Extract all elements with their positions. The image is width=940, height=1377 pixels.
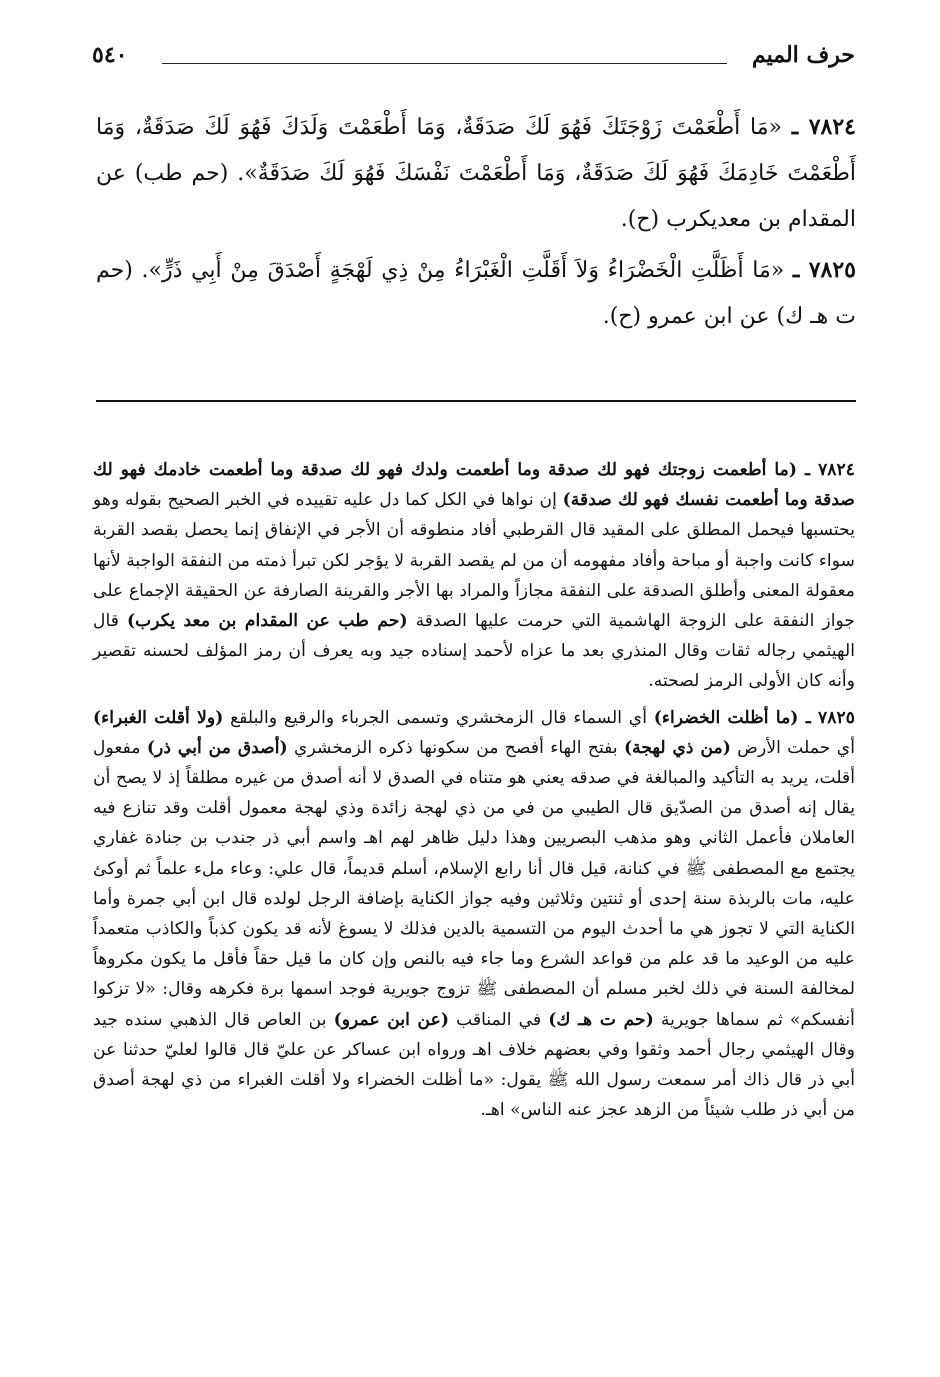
- hadith-entry: [96, 104, 856, 243]
- commentary-lead: ٧٨٢٤ ـ (ما أطعمت زوجتك فهو لك صدقة وما أطعمت ولدك فهو لك صدقة وما أطعمت خادمك فهو لك صدقة وما أطعمت نفسك فهو لك صدقة): [93, 460, 856, 511]
- hadith-body: «مَا أَظَلَّتِ الْخَضْرَاءُ وَلاَ أَقَلَّتِ الْغَبْرَاءُ مِنْ ذِي لَهْجَةٍ أَصْدَقَ مِنْ أَبِي ذَرٍّ». (حم ت هـ ك) عن ابن عمرو (ح).: [96, 258, 856, 329]
- page-header: [92, 38, 855, 78]
- hadith-body: «مَا أَطْعَمْتَ زَوْجَتَكَ فَهُوَ لَكَ صَدَقَةٌ، وَمَا أَطْعَمْتَ وَلَدَكَ فَهُوَ لَكَ صَدَقَةٌ، وَمَا أَطْعَمْتَ خَادِمَكَ فَهُوَ لَكَ صَدَقَةٌ، وَمَا أَطْعَمْتَ نَفْسَكَ فَهُوَ لَكَ صَدَقَةٌ». (حم طب) عن المقدام بن معديكرب (ح).: [96, 115, 856, 232]
- hadith-text-section: [96, 104, 856, 344]
- commentary-text: أي حملت الأرض: [730, 737, 855, 758]
- commentary-citation: (عن ابن عمرو): [333, 1009, 450, 1030]
- commentary-text: بفتح الهاء أفصح من سكونها ذكره الزمخشري: [287, 737, 624, 758]
- commentary-text: أي السماء قال الزمخشري وتسمى الجرباء والرقيع والبلقع: [223, 707, 654, 728]
- commentary-section: [93, 455, 855, 1131]
- commentary-citation: (حم ت هـ ك): [548, 1009, 654, 1030]
- commentary-text: مفعول أقلت، يريد به التأكيد والمبالغة في صدقه يعني هو متناه في الصدق لا أنه أصدق من غيره مطلقاً إذ لا يصح أن يقال إنه أصدق من الصدّيق قال الطيبي من في من ذي لهجة زائدة وذي لهجة معمول أقلت وقد تنازع فيه العاملان فأعمل الثاني وهو مذهب البصريين وهذا دليل ظاهر لهم اهـ واسم أبي ذر جندب بن جنادة غفاري يجتمع مع المصطفى ﷺ في كنانة، قيل قال أنا رابع الإسلام، أسلم قديماً، قال علي: وعاء ملء علماً ثم أوكئ عليه، مات بالربذة سنة إحدى أو ثنتين وثلاثين وفيه جواز الكناية بإضافة الرجل لولده قال ابن أبي جمرة وأما الكناية التي لا تجوز هي ما أحدث اليوم من التسمية بالدين فذلك لا يسوغ لأنه قد يكون كذباً والكاذب متعمداً عليه من الوعيد ما قد علم من قواعد الشرع وما جاء فيه بالنص وإن كان ما قيل حقاً فأقل ما يكون مكروهاً لمخالفة السنة في ذلك لخبر مسلم أن المصطفى ﷺ تزوج جويرية فوجد اسمها برة فكرهه وقال: «لا تزكوا أنفسكم» ثم سماها جويرية: [93, 737, 855, 1030]
- commentary-phrase: (أصدق من أبي ذر): [146, 737, 288, 758]
- commentary-phrase: (من ذي لهجة): [623, 737, 731, 758]
- header-rule: [162, 63, 727, 64]
- commentary-text: بن العاص قال الذهبي سنده جيد وقال الهيثمي رجال أحمد وثقوا وفي بعضهم خلاف اهـ ورواه ابن عساكر عن عليّ قال قالوا لعليّ حدثنا عن أبي ذر قال ذاك أمر سمعت رسول الله ﷺ يقول: «ما أظلت الخضراء ولا أقلت الغبراء من ذي لهجة أصدق من أبي ذر طلب شيئاً من الزهد عجز عنه الناس» اهـ.: [93, 1009, 855, 1121]
- commentary-lead: ٧٨٢٥ ـ (ما أظلت الخضراء): [653, 707, 855, 728]
- commentary-text: إن نواها في الكل كما دل عليه تقييده في الخبر الصحيح بقوله وهو يحتسبها فيحمل المطلق على المقيد قال القرطبي أفاد منطوقه أن الأجر في الإنفاق إنما يحصل بقصد القربة سواء كانت واجبة أو مباحة وأفاد مفهومه أن من لم يقصد القربة لا يؤجر لكن تبرأ ذمته من النفقة الواجبة لأنها معقولة المعنى وأطلق الصدقة على النفقة مجازاً والمراد بها الأجر والقرينة الصارفة عن الحقيقة الإجماع على جواز النفقة على الزوجة الهاشمية التي حرمت عليها الصدقة: [93, 490, 856, 632]
- page-number: ٥٤٠: [92, 42, 128, 68]
- hadith-number: ٧٨٢٥ ـ: [792, 257, 856, 283]
- hadith-number: ٧٨٢٤ ـ: [791, 114, 856, 140]
- commentary-text: في المناقب: [449, 1009, 549, 1030]
- commentary-phrase: (ولا أقلت الغبراء): [93, 707, 224, 728]
- chapter-title: حرف الميم: [751, 42, 855, 68]
- commentary-citation: (حم طب عن المقدام بن معد يكرب): [126, 611, 408, 632]
- hadith-entry: [96, 247, 856, 340]
- commentary-paragraph: [93, 703, 855, 1126]
- commentary-text: قال الهيثمي رجاله ثقات وقال المنذري بعد ما عزاه لأحمد إسناده جيد وبه يعرف أن رمز المؤلف لحسنه تقصير وأنه كان الأولى الرمز لصحته.: [93, 611, 855, 692]
- commentary-paragraph: [93, 455, 855, 697]
- section-divider: [96, 400, 856, 402]
